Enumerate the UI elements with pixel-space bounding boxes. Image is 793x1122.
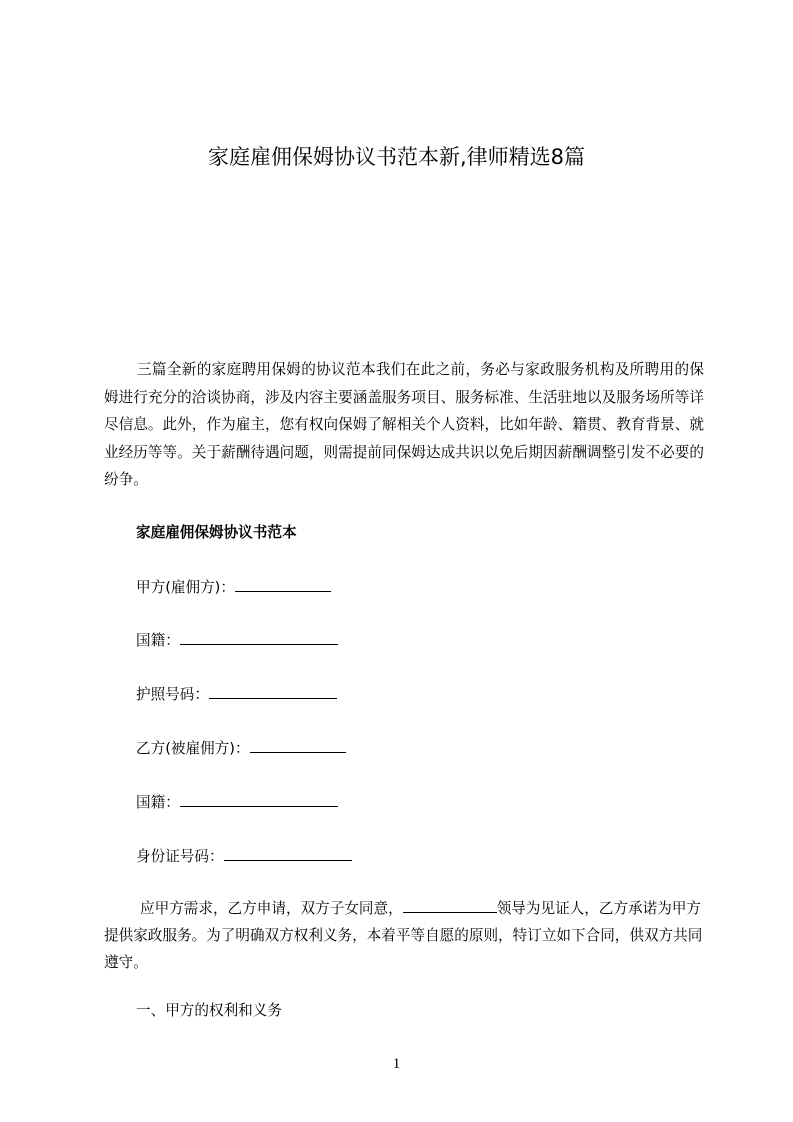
id-number-field [136, 844, 352, 869]
party-b-label: 乙方(被雇佣方)： [136, 740, 250, 757]
contract-heading: 家庭雇佣保姆协议书范本 [136, 524, 297, 541]
nationality-b-label: 国籍： [136, 794, 180, 811]
passport-field [136, 682, 337, 707]
id-number-blank [224, 844, 352, 861]
nationality-b-blank [180, 790, 338, 807]
agreement-text-part2: 领导为见证人，乙方承诺为甲方提供家政服务。为了明确双方权利义务，本着平等自愿的原则，特订立如下合同，供双方共同遵守。 [104, 900, 703, 971]
id-number-label: 身份证号码： [136, 848, 224, 865]
witness-blank [403, 896, 497, 913]
agreement-paragraph [104, 895, 704, 976]
party-b-field [136, 736, 346, 761]
party-b-blank [250, 736, 346, 753]
party-a-field [136, 575, 331, 600]
nationality-b-field [136, 790, 338, 815]
party-a-blank [235, 575, 331, 592]
document-title: 家庭雇佣保姆协议书范本新,律师精选8篇 [207, 145, 586, 169]
page-number: 1 [392, 1056, 401, 1072]
intro-paragraph: 三篇全新的家庭聘用保姆的协议范本我们在此之前，务必与家政服务机构及所聘用的保姆进行充分的洽谈协商，涉及内容主要涵盖服务项目、服务标准、生活驻地以及服务场所等详尽信息。此外，作为雇主，您有权向保姆了解相关个人资料，比如年龄、籍贯、教育背景、就业经历等等。关于薪酬待遇问题，则需提前同保姆达成共识以免后期因薪酬调整引发不必要的纷争。 [104, 361, 704, 488]
nationality-a-label: 国籍： [136, 632, 180, 649]
section-heading-1: 一、甲方的权利和义务 [136, 1002, 282, 1019]
passport-blank [209, 682, 337, 699]
agreement-text-part1: 应甲方需求，乙方申请，双方子女同意， [140, 900, 403, 917]
nationality-a-blank [180, 628, 338, 645]
nationality-a-field [136, 628, 338, 653]
passport-label: 护照号码： [136, 686, 209, 703]
party-a-label: 甲方(雇佣方)： [136, 579, 235, 596]
